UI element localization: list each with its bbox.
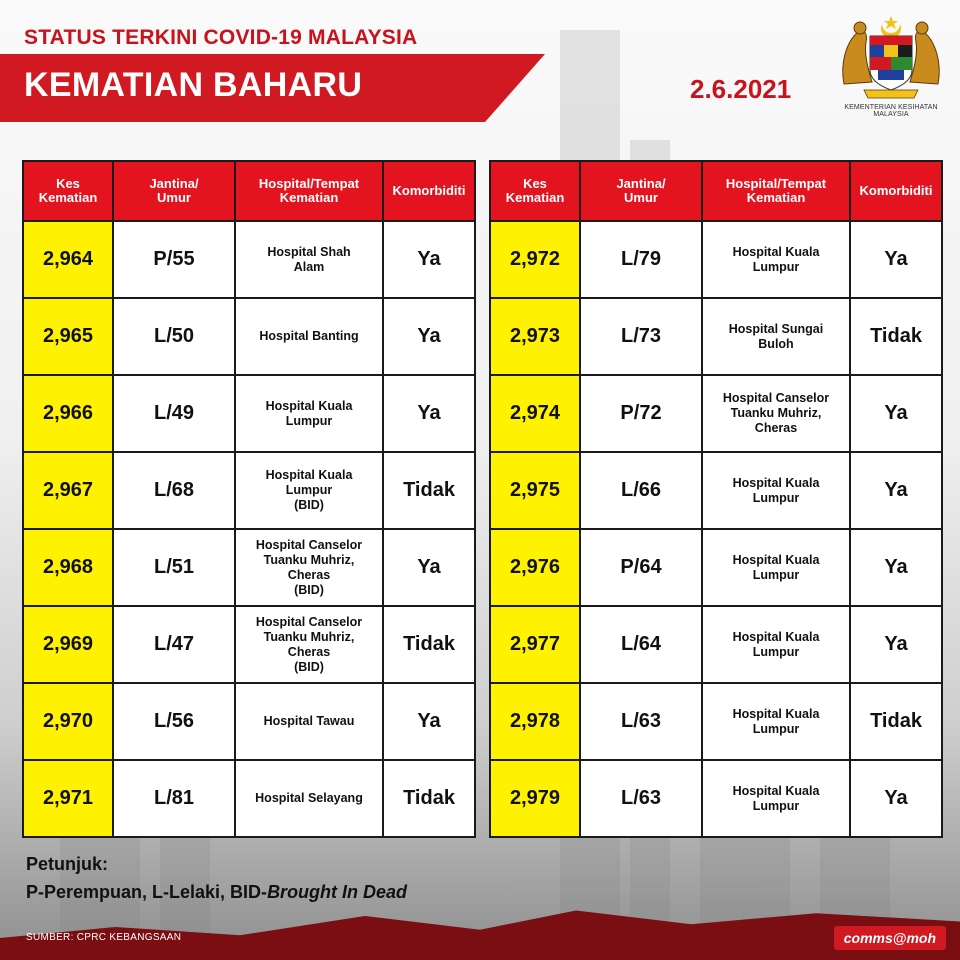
gender-age-cell: L/68 — [113, 452, 235, 529]
comorbidity-cell: Tidak — [383, 606, 475, 683]
hospital-cell — [702, 298, 850, 375]
gender-age-cell: L/73 — [580, 298, 702, 375]
case-number-cell: 2,973 — [490, 298, 580, 375]
case-number-cell: 2,971 — [23, 760, 113, 837]
comorbidity-cell: Ya — [383, 683, 475, 760]
hospital-line: Lumpur — [752, 259, 800, 274]
hospital-line: Hospital Kuala — [732, 244, 820, 259]
hospital-line: Hospital Shah — [267, 244, 351, 259]
case-number-cell: 2,976 — [490, 529, 580, 606]
comorbidity-cell: Ya — [850, 452, 942, 529]
header-text: Kes — [56, 176, 80, 191]
case-number-cell: 2,966 — [23, 375, 113, 452]
hospital-line: Hospital Canselor — [722, 391, 830, 405]
gender-age-cell: L/56 — [113, 683, 235, 760]
table-header-row — [490, 161, 942, 221]
hospital-cell — [702, 452, 850, 529]
header-text: Kematian — [279, 190, 339, 205]
hospital-line: Lumpur — [752, 567, 800, 582]
hospital-line: Cheras — [754, 421, 798, 435]
table-row — [23, 606, 475, 683]
comorbidity-cell: Tidak — [383, 452, 475, 529]
hospital-line: Hospital Canselor — [255, 614, 363, 629]
case-number-cell: 2,979 — [490, 760, 580, 837]
table-header-row — [23, 161, 475, 221]
hospital-cell — [235, 529, 383, 606]
legend-italic: Brought In Dead — [267, 882, 408, 902]
case-number-cell: 2,972 — [490, 221, 580, 298]
legend-title: Petunjuk: — [26, 854, 109, 874]
hospital-line: Lumpur — [752, 490, 800, 505]
hospital-line: Alam — [293, 259, 325, 274]
header-text: Kematian — [38, 190, 98, 205]
case-number-cell: 2,969 — [23, 606, 113, 683]
hospital-line: Tuanku Muhriz, — [263, 629, 355, 644]
col-header-gender-age — [113, 161, 235, 221]
gender-age-cell: L/66 — [580, 452, 702, 529]
gender-age-cell: L/50 — [113, 298, 235, 375]
comorbidity-cell: Ya — [383, 221, 475, 298]
hospital-line: (BID) — [294, 659, 324, 674]
comorbidity-cell: Tidak — [850, 298, 942, 375]
table-row — [490, 529, 942, 606]
malaysia-coat-of-arms-icon — [838, 14, 944, 102]
col-header-hospital — [235, 161, 383, 221]
hospital-line: Cheras — [287, 644, 331, 659]
table-row — [23, 298, 475, 375]
case-number-cell: 2,965 — [23, 298, 113, 375]
hospital-line: Buloh — [758, 336, 794, 351]
comorbidity-cell: Ya — [383, 529, 475, 606]
case-number-cell: 2,967 — [23, 452, 113, 529]
header-text: Kematian — [746, 190, 806, 205]
header-text: Komorbiditi — [392, 183, 466, 198]
hospital-cell — [235, 683, 383, 760]
table-row — [490, 760, 942, 837]
hospital-line: Hospital Kuala — [732, 629, 820, 644]
hospital-line: Lumpur — [285, 413, 333, 428]
col-header-comorbidity — [383, 161, 475, 221]
hospital-cell — [702, 606, 850, 683]
case-number-cell: 2,964 — [23, 221, 113, 298]
hospital-line: Hospital Banting — [259, 329, 359, 343]
hospital-cell — [702, 760, 850, 837]
header-text: Jantina/ — [149, 176, 199, 191]
legend-text — [26, 882, 407, 903]
gender-age-cell: L/63 — [580, 760, 702, 837]
table-row — [23, 452, 475, 529]
comorbidity-cell: Ya — [850, 529, 942, 606]
gender-age-cell: L/63 — [580, 683, 702, 760]
table-row — [23, 683, 475, 760]
gender-age-cell: P/64 — [580, 529, 702, 606]
hospital-line: Hospital Kuala — [732, 706, 820, 721]
hospital-line: Tuanku Muhriz, — [730, 406, 822, 420]
comorbidity-cell: Ya — [383, 375, 475, 452]
hospital-cell — [702, 529, 850, 606]
hospital-line: Lumpur — [752, 721, 800, 736]
comorbidity-cell: Ya — [850, 221, 942, 298]
source-note: SUMBER: CPRC KEBANGSAAN — [26, 932, 182, 943]
case-number-cell: 2,978 — [490, 683, 580, 760]
gender-age-cell: L/79 — [580, 221, 702, 298]
hospital-line: Hospital Tawau — [263, 714, 355, 728]
hospital-line: (BID) — [294, 498, 324, 512]
hospital-line: Hospital Kuala — [732, 552, 820, 567]
page-title: KEMATIAN BAHARU — [24, 66, 363, 104]
col-header-case — [490, 161, 580, 221]
gender-age-cell: L/49 — [113, 375, 235, 452]
comorbidity-cell: Ya — [850, 606, 942, 683]
hospital-cell — [235, 221, 383, 298]
header-text: Hospital/Tempat — [725, 176, 827, 191]
hospital-line: Tuanku Muhriz, — [263, 552, 355, 567]
hospital-line: Hospital Canselor — [255, 537, 363, 552]
ministry-name: KEMENTERIAN KESIHATAN MALAYSIA — [844, 104, 938, 118]
hospital-line: Cheras — [287, 567, 331, 582]
gender-age-cell: L/81 — [113, 760, 235, 837]
report-date: 2.6.2021 — [690, 74, 792, 104]
legend-plain: P-Perempuan, L-Lelaki, BID- — [26, 882, 268, 902]
case-number-cell: 2,977 — [490, 606, 580, 683]
case-number-cell: 2,975 — [490, 452, 580, 529]
table-row — [490, 683, 942, 760]
hospital-line: Hospital Kuala — [732, 475, 820, 490]
table-body-left — [23, 221, 475, 837]
hospital-cell — [702, 375, 850, 452]
gender-age-cell: P/72 — [580, 375, 702, 452]
table-row — [490, 452, 942, 529]
table-row — [23, 221, 475, 298]
hospital-line: Hospital Selayang — [255, 791, 363, 805]
gender-age-cell: L/51 — [113, 529, 235, 606]
hospital-line: Hospital Sungai — [728, 321, 824, 336]
header-text: Hospital/Tempat — [258, 176, 360, 191]
hospital-cell — [235, 760, 383, 837]
gender-age-cell: L/47 — [113, 606, 235, 683]
comorbidity-cell: Ya — [850, 760, 942, 837]
deaths-table-left — [22, 160, 476, 838]
comorbidity-cell: Tidak — [850, 683, 942, 760]
hospital-line: (BID) — [294, 582, 324, 597]
comorbidity-cell: Tidak — [383, 760, 475, 837]
col-header-gender-age — [580, 161, 702, 221]
col-header-hospital — [702, 161, 850, 221]
hospital-line: Hospital Kuala — [265, 398, 353, 413]
brand-badge: comms@moh — [834, 926, 946, 950]
comorbidity-cell: Ya — [383, 298, 475, 375]
table-body-right — [490, 221, 942, 837]
hospital-cell — [235, 606, 383, 683]
header-text: Umur — [157, 190, 191, 205]
table-row — [490, 298, 942, 375]
table-row — [490, 221, 942, 298]
header-text: Kes — [523, 176, 547, 191]
table-row — [490, 606, 942, 683]
table-row — [23, 375, 475, 452]
case-number-cell: 2,970 — [23, 683, 113, 760]
hospital-cell — [702, 221, 850, 298]
header-text: Umur — [624, 190, 658, 205]
col-header-comorbidity — [850, 161, 942, 221]
table-row — [23, 529, 475, 606]
header-text: Kematian — [505, 190, 565, 205]
case-number-cell: 2,974 — [490, 375, 580, 452]
hospital-line: Lumpur — [752, 644, 800, 659]
hospital-cell — [235, 298, 383, 375]
hospital-line: Lumpur — [285, 483, 333, 497]
hospital-cell — [702, 683, 850, 760]
table-row — [23, 760, 475, 837]
hospital-line: Hospital Kuala — [732, 783, 820, 798]
col-header-case — [23, 161, 113, 221]
hospital-line: Lumpur — [752, 798, 800, 813]
header-text: Komorbiditi — [859, 183, 933, 198]
deaths-table-right — [489, 160, 943, 838]
comorbidity-cell: Ya — [850, 375, 942, 452]
hospital-cell — [235, 375, 383, 452]
table-row — [490, 375, 942, 452]
hospital-cell — [235, 452, 383, 529]
gender-age-cell: L/64 — [580, 606, 702, 683]
hospital-line: Hospital Kuala — [265, 468, 353, 482]
gender-age-cell: P/55 — [113, 221, 235, 298]
top-title: STATUS TERKINI COVID-19 MALAYSIA — [24, 26, 418, 49]
case-number-cell: 2,968 — [23, 529, 113, 606]
header-text: Jantina/ — [616, 176, 666, 191]
